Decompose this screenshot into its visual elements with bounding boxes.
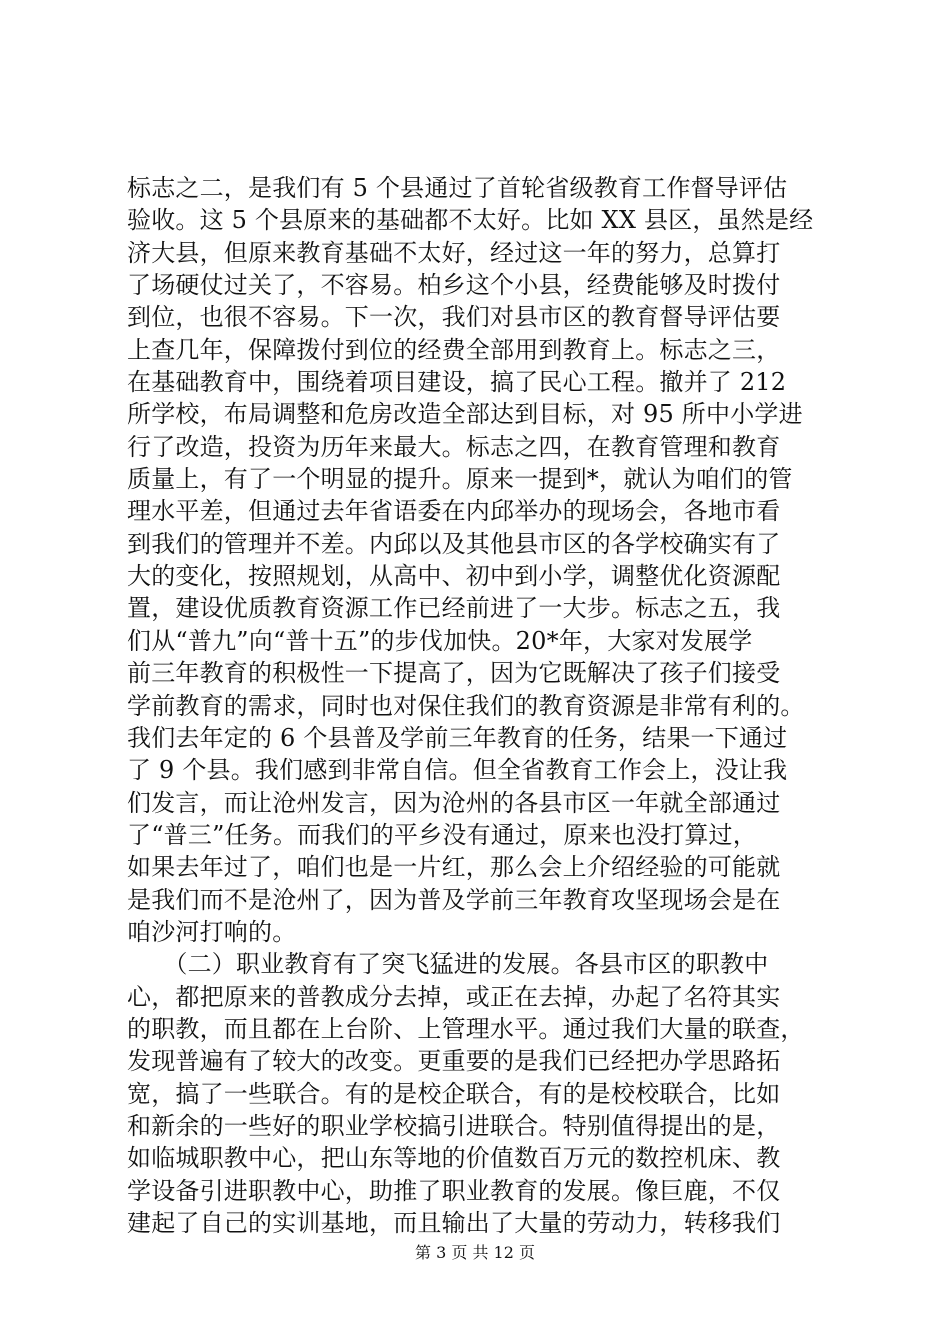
text-line: 是我们而不是沧州了，因为普及学前三年教育攻坚现场会是在 — [127, 885, 781, 914]
text-line: 咱沙河打响的。 — [127, 917, 297, 946]
text-line: 心，都把原来的普教成分去掉，或正在去掉，办起了名符其实 — [127, 982, 781, 1011]
body-text — [127, 172, 847, 1239]
text-line: 理水平差，但通过去年省语委在内邱举办的现场会，各地市看 — [127, 497, 781, 526]
page-number-footer: 第 3 页 共 12 页 — [415, 1243, 535, 1262]
text-line: 如果去年过了，咱们也是一片红，那么会上介绍经验的可能就 — [127, 853, 781, 882]
text-line: 们发言，而让沧州发言，因为沧州的各县市区一年就全部通过 — [127, 788, 781, 817]
text-line: 建起了自己的实训基地，而且输出了大量的劳动力，转移我们 — [127, 1209, 781, 1237]
text-line: 在基础教育中，围绕着项目建设，搞了民心工程。撤并了 212 — [127, 368, 787, 397]
text-line: 的职教，而且都在上台阶、上管理水平。通过我们大量的联查， — [127, 1014, 805, 1043]
text-line: 标志之二，是我们有 5 个县通过了首轮省级教育工作督导评估 — [127, 174, 788, 202]
text-line: 质量上，有了一个明显的提升。原来一提到*，就认为咱们的管 — [127, 465, 793, 494]
text-line: 如临城职教中心，把山东等地的价值数百万元的数控机床、教 — [127, 1144, 781, 1173]
text-line: 到位，也很不容易。下一次，我们对县市区的教育督导评估要 — [127, 303, 781, 332]
text-line: 济大县，但原来教育基础不太好，经过这一年的努力，总算打 — [127, 238, 781, 267]
text-line: 验收。这 5 个县原来的基础都不太好。比如 XX 县区，虽然是经 — [127, 206, 814, 235]
text-line: 所学校，布局调整和危房改造全部达到目标，对 95 所中小学进 — [127, 400, 803, 429]
text-line: 到我们的管理并不差。内邱以及其他县市区的各学校确实有了 — [127, 529, 781, 558]
text-line: 了 9 个县。我们感到非常自信。但全省教育工作会上，没让我 — [127, 756, 788, 785]
text-line: 们从“普九”向“普十五”的步伐加快。20*年，大家对发展学 — [127, 626, 753, 655]
text-line: 学前教育的需求，同时也对保住我们的教育资源是非常有利的。 — [127, 691, 805, 720]
text-line: 学设备引进职教中心，助推了职业教育的发展。像巨鹿，不仅 — [127, 1176, 781, 1205]
text-line: 行了改造，投资为历年来最大。标志之四，在教育管理和教育 — [127, 432, 781, 461]
text-line: 置，建设优质教育资源工作已经前进了一大步。标志之五，我 — [127, 594, 781, 623]
text-line: 了“普三”任务。而我们的平乡没有通过，原来也没打算过， — [127, 820, 757, 849]
text-line: 宽，搞了一些联合。有的是校企联合，有的是校校联合，比如 — [127, 1079, 781, 1108]
text-line: 上查几年，保障拨付到位的经费全部用到教育上。标志之三， — [127, 335, 781, 364]
text-line: 和新余的一些好的职业学校搞引进联合。特别值得提出的是， — [127, 1111, 781, 1140]
text-line: 了场硬仗过关了，不容易。柏乡这个小县，经费能够及时拨付 — [127, 271, 781, 300]
text-line: （二）职业教育有了突飞猛进的发展。各县市区的职教中 — [127, 950, 769, 979]
text-line: 大的变化，按照规划，从高中、初中到小学，调整优化资源配 — [127, 562, 781, 591]
text-line: 发现普遍有了较大的改变。更重要的是我们已经把办学思路拓 — [127, 1047, 781, 1076]
text-line: 我们去年定的 6 个县普及学前三年教育的任务，结果一下通过 — [127, 723, 788, 752]
text-line: 前三年教育的积极性一下提高了，因为它既解决了孩子们接受 — [127, 659, 781, 688]
